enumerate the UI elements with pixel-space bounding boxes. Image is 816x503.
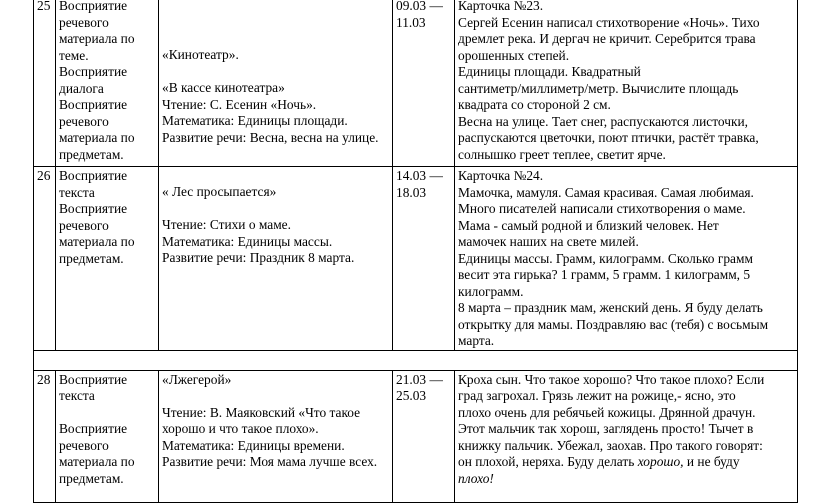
content-line: дремлет река. И дергач не кричит. Серебрится трава: [458, 31, 756, 46]
topic-line: Восприятие: [59, 421, 128, 436]
content-line: открытку для мамы. Поздравляю вас (тебя) с восьмым: [458, 316, 769, 332]
content-line: распускаются цветочки, поют птички, растёт травка,: [458, 130, 759, 145]
topic-line: Восприятие: [59, 371, 128, 387]
theme-line: хорошо и что такое плохо».: [162, 421, 319, 436]
content-line: Кроха сын. Что такое хорошо? Что такое плохо? Если: [458, 371, 765, 387]
topic-line: речевого: [59, 437, 109, 453]
content-line: град загрохал. Грязь лежит на рожице,- ясно, это: [458, 388, 736, 403]
content-line: орошенных степей.: [458, 47, 570, 63]
content-italic: плохо!: [458, 470, 494, 486]
topic-cell: [56, 167, 159, 351]
date-cell: [393, 167, 455, 351]
topic-line: материала по: [59, 31, 135, 46]
lesson-plan-table: [33, 0, 798, 503]
table-row: [34, 370, 798, 502]
content-line: Этот мальчик так хорош, заглядень просто! Тычет в: [458, 421, 754, 436]
topic-line: речевого: [59, 113, 109, 129]
topic-cell: [56, 370, 159, 502]
content-line: [458, 454, 794, 471]
content-text: и не буду: [683, 454, 740, 469]
content-line: квадрата со стороной 2 см.: [458, 97, 611, 112]
content-line: [458, 471, 794, 488]
content-line: Карточка №23.: [458, 0, 544, 13]
theme-cell: [159, 370, 393, 502]
content-line: килограмм.: [458, 283, 524, 299]
theme-cell: [159, 0, 393, 167]
theme-line: Математика: Единицы массы.: [162, 233, 333, 249]
topic-cell: [56, 0, 159, 167]
topic-line: предметам.: [59, 250, 124, 266]
content-cell: [455, 0, 798, 167]
content-line: марта.: [458, 333, 495, 348]
theme-line: Чтение: Стихи о маме.: [162, 217, 291, 232]
content-line: плохо очень для ребячьей кожицы. Дрянной драчун.: [458, 404, 756, 420]
content-line: Единицы массы. Грамм, килограмм. Сколько грамм: [458, 250, 753, 266]
topic-line: речевого: [59, 14, 109, 30]
content-line: Мамочка, мамуля. Самая красивая. Самая любимая.: [458, 184, 754, 200]
date-start: 14.03 —: [396, 168, 443, 183]
topic-line: Восприятие: [59, 0, 128, 13]
date-end: 25.03: [396, 388, 427, 403]
topic-line: материала по: [59, 130, 135, 145]
theme-cell: [159, 167, 393, 351]
content-line: Много писателей написали стихотворения о маме.: [458, 201, 746, 216]
theme-title: «Кинотеатр».: [162, 47, 239, 62]
theme-line: Математика: Единицы площади.: [162, 113, 348, 128]
topic-line: материала по: [59, 234, 135, 249]
content-line: 8 марта – праздник мам, женский день. Я буду делать: [458, 300, 763, 315]
topic-line: Восприятие: [59, 64, 128, 79]
content-cell: [455, 370, 798, 502]
topic-line: материала по: [59, 454, 135, 469]
content-line: солнышко греет теплее, светит ярче.: [458, 146, 666, 162]
row-number: 26: [34, 167, 56, 351]
empty-cell: [34, 350, 798, 370]
content-line: Весна на улице. Тает снег, распускаются листочки,: [458, 113, 748, 129]
theme-title: « Лес просыпается»: [162, 184, 277, 199]
content-line: книжку пальчик. Убежал, заохав. Про такого говорят:: [458, 437, 763, 453]
theme-line: Развитие речи: Моя мама лучше всех.: [162, 454, 378, 469]
content-line: весит эта гирька? 1 грамм, 5 грамм. 1 килограмм, 5: [458, 267, 751, 282]
theme-line: Развитие речи: Праздник 8 марта.: [162, 250, 355, 265]
topic-line: Восприятие: [59, 97, 128, 112]
topic-line: Восприятие: [59, 201, 128, 216]
topic-line: диалога: [59, 80, 104, 96]
date-cell: [393, 370, 455, 502]
topic-line: предметам.: [59, 146, 124, 162]
content-line: Мама - самый родной и близкий человек. Нет: [458, 217, 719, 233]
content-cell: [455, 167, 798, 351]
table-row: [34, 0, 798, 167]
theme-title: «Лжегерой»: [162, 371, 232, 387]
row-number: 25: [34, 0, 56, 167]
topic-line: Восприятие: [59, 168, 128, 183]
date-cell: [393, 0, 455, 167]
empty-row: [34, 350, 798, 370]
content-line: Сергей Есенин написал стихотворение «Ночь». Тихо: [458, 14, 760, 30]
content-line: мамочек наших на свете милей.: [458, 234, 639, 249]
topic-line: теме.: [59, 47, 89, 63]
topic-line: предметам.: [59, 470, 124, 486]
theme-line: Развитие речи: Весна, весна на улице.: [162, 129, 379, 145]
content-italic: хорошо,: [637, 454, 684, 469]
topic-line: текста: [59, 184, 95, 200]
content-text: он плохой, неряха. Буду делать: [458, 454, 638, 469]
content-line: Карточка №24.: [458, 168, 544, 183]
theme-line: Математика: Единицы времени.: [162, 437, 345, 453]
date-end: 18.03: [396, 184, 427, 200]
theme-line: Чтение: В. Маяковский «Что такое: [162, 404, 361, 420]
table-row: [34, 167, 798, 351]
theme-line: Чтение: С. Есенин «Ночь».: [162, 96, 317, 112]
content-line: сантиметр/миллиметр/метр. Вычислите площадь: [458, 80, 739, 96]
row-number: 28: [34, 370, 56, 502]
content-line: Единицы площади. Квадратный: [458, 64, 641, 79]
topic-line: речевого: [59, 217, 109, 233]
date-start: 21.03 —: [396, 371, 443, 387]
date-end: 11.03: [396, 14, 426, 30]
theme-line: «В кассе кинотеатра»: [162, 80, 285, 95]
date-start: 09.03 —: [396, 0, 443, 13]
topic-line: текста: [59, 388, 95, 403]
